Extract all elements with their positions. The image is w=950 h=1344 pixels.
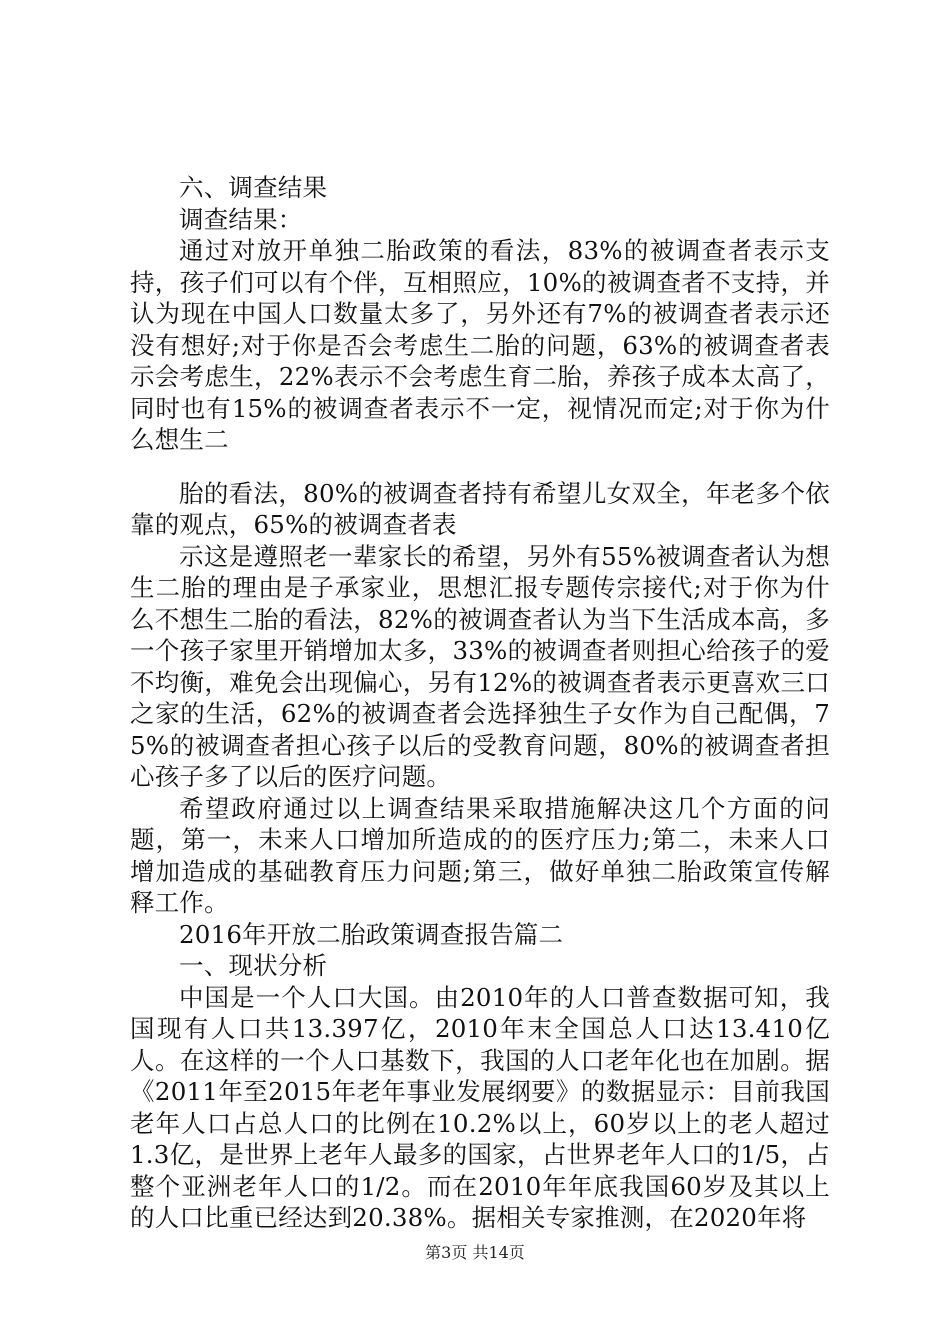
paragraph: 示这是遵照老一辈家长的希望，另外有55%被调查者认为想生二胎的理由是子承家业，思想汇报专题传宗接代;对于你为什么不想生二胎的看法，82%的被调查者认为当下生活成本高，多一个孩子家里开销增加太多，33%的被调查者则担心给孩子的爱不均衡，难免会出现偏心，另有12%的被调查者表示更喜欢三口之家的生活，62%的被调查者会选择独生子女作为自己配偶，75%的被调查者担心孩子以后的受教育问题，80%的被调查者担心孩子多了以后的医疗问题。	[130, 541, 830, 791]
article-title: 2016年开放二胎政策调查报告篇二	[179, 919, 564, 949]
paragraph: 希望政府通过以上调查结果采取措施解决这几个方面的问题，第一，未来人口增加所造成的的医疗压力;第二，未来人口增加造成的基础教育压力问题;第三，做好单独二胎政策宣传解释工作。	[130, 793, 830, 917]
paragraph: 中国是一个人口大国。由2010年的人口普查数据可知，我国现有人口共13.397亿，2010年末全国总人口达13.410亿人。在这样的一个人口基数下，我国的人口老年化也在加剧。据《2011年至2015年老年事业发展纲要》的数据显示：目前我国老年人口占总人口的比例在10.2%以上，60岁以上的老人超过1.3亿，是世界上老年人最多的国家，占世界老年人口的1/5，占整个亚洲老年人口的1/2。而在2010年年底我国60岁及其以上的人口比重已经达到20.38%。据相关专家推测，在2020年将	[130, 982, 830, 1232]
paragraph: 胎的看法，80%的被调查者持有希望儿女双全，年老多个依靠的观点，65%的被调查者表	[130, 478, 830, 539]
section-heading: 一、现状分析	[179, 951, 328, 980]
subheading: 调查结果：	[179, 204, 303, 234]
section-heading: 六、调查结果	[179, 173, 328, 202]
paragraph: 通过对放开单独二胎政策的看法，83%的被调查者表示支持，孩子们可以有个伴，互相照应，10%的被调查者不支持，并认为现在中国人口数量太多了，另外还有7%的被调查者表示还没有想好;对于你是否会考虑生二胎的问题，63%的被调查者表示会考虑生，22%表示不会考虑生育二胎，养孩子成本太高了，同时也有15%的被调查者表示不一定，视情况而定;对于你为什么想生二	[130, 236, 830, 454]
document-body	[130, 172, 830, 1234]
page-footer: 第3页 共14页	[425, 1243, 525, 1262]
